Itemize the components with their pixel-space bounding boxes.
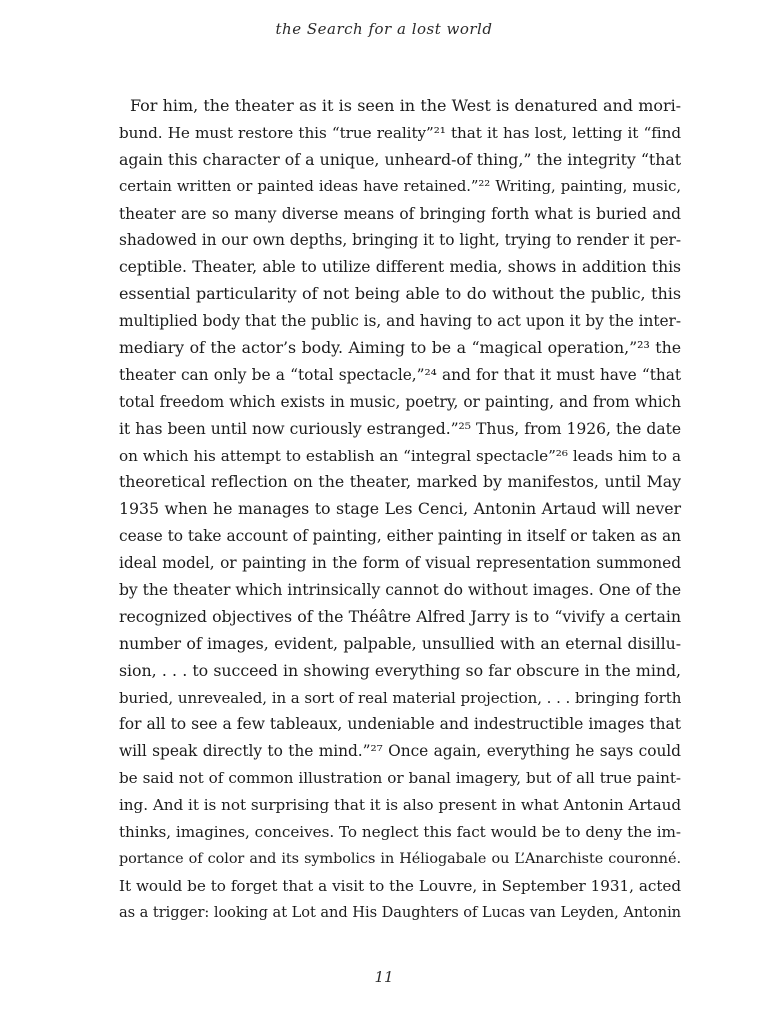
text-line: For him, the theater as it is seen in the West is denatured and mori-	[130, 96, 681, 115]
text-line: theater can only be a “total spectacle,”²⁴ and for that it must have “that	[119, 365, 681, 384]
text-line: certain written or painted ideas have retained.”²² Writing, painting, music,	[119, 177, 681, 195]
text-line: by the theater which intrinsically cannot do without images. One of the	[119, 581, 681, 600]
text-line: portance of color and its symbolics in Héliogabale ou L’Anarchiste couronné.	[119, 850, 681, 867]
text-line: thinks, imagines, conceives. To neglect this fact would be to deny the im-	[119, 823, 681, 842]
text-line: theoretical reflection on the theater, marked by manifestos, until May	[119, 472, 681, 492]
text-line: again this character of a unique, unheard-of thing,” the integrity “that	[119, 149, 681, 169]
running-head: the Search for a lost world	[275, 20, 493, 38]
text-line: bund. He must restore this “true reality”²¹ that it has lost, letting it “find	[119, 123, 681, 142]
text-line: mediary of the actor’s body. Aiming to be a “magical operation,”²³ the	[119, 338, 681, 358]
text-line: multiplied body that the public is, and having to act upon it by the inter-	[119, 312, 681, 331]
text-line: sion, . . . to succeed in showing everything so far obscure in the mind,	[119, 660, 681, 680]
page-number: 11	[374, 968, 394, 986]
text-line: It would be to forget that a visit to the Louvre, in September 1931, acted	[119, 876, 681, 895]
text-line: ing. And it is not surprising that it is also present in what Antonin Artaud	[119, 796, 681, 815]
text-line: as a trigger: looking at Lot and His Daughters of Lucas van Leyden, Antonin	[119, 903, 682, 921]
text-line: on which his attempt to establish an “integral spectacle”²⁶ leads him to a	[119, 446, 681, 465]
text-line: buried, unrevealed, in a sort of real material projection, . . . bringing forth	[119, 688, 682, 707]
text-line: 1935 when he manages to stage Les Cenci, Antonin Artaud will never	[119, 499, 681, 519]
text-line: cease to take account of painting, either painting in itself or taken as an	[119, 527, 681, 546]
text-line: total freedom which exists in music, poetry, or painting, and from which	[119, 392, 681, 411]
text-line: number of images, evident, palpable, unsullied with an eternal disillu-	[119, 633, 681, 653]
text-line: essential particularity of not being able to do without the public, this	[119, 284, 681, 304]
text-line: ideal model, or painting in the form of visual representation summoned	[119, 554, 681, 573]
text-line: be said not of common illustration or banal imagery, but of all true paint-	[119, 769, 681, 788]
text-line: theater are so many diverse means of bringing forth what is buried and	[119, 204, 681, 223]
text-line: it has been until now curiously estranged.”²⁵ Thus, from 1926, the date	[119, 419, 681, 438]
text-line: recognized objectives of the Théâtre Alfred Jarry is to “vivify a certain	[119, 606, 681, 626]
text-line: shadowed in our own depths, bringing it to light, trying to render it per-	[119, 231, 681, 250]
body-paragraph	[119, 93, 681, 927]
text-line: for all to see a few tableaux, undeniable and indestructible images that	[119, 715, 681, 734]
text-line: will speak directly to the mind.”²⁷ Once again, everything he says could	[119, 742, 681, 761]
text-line: ceptible. Theater, able to utilize different media, shows in addition this	[119, 258, 681, 277]
